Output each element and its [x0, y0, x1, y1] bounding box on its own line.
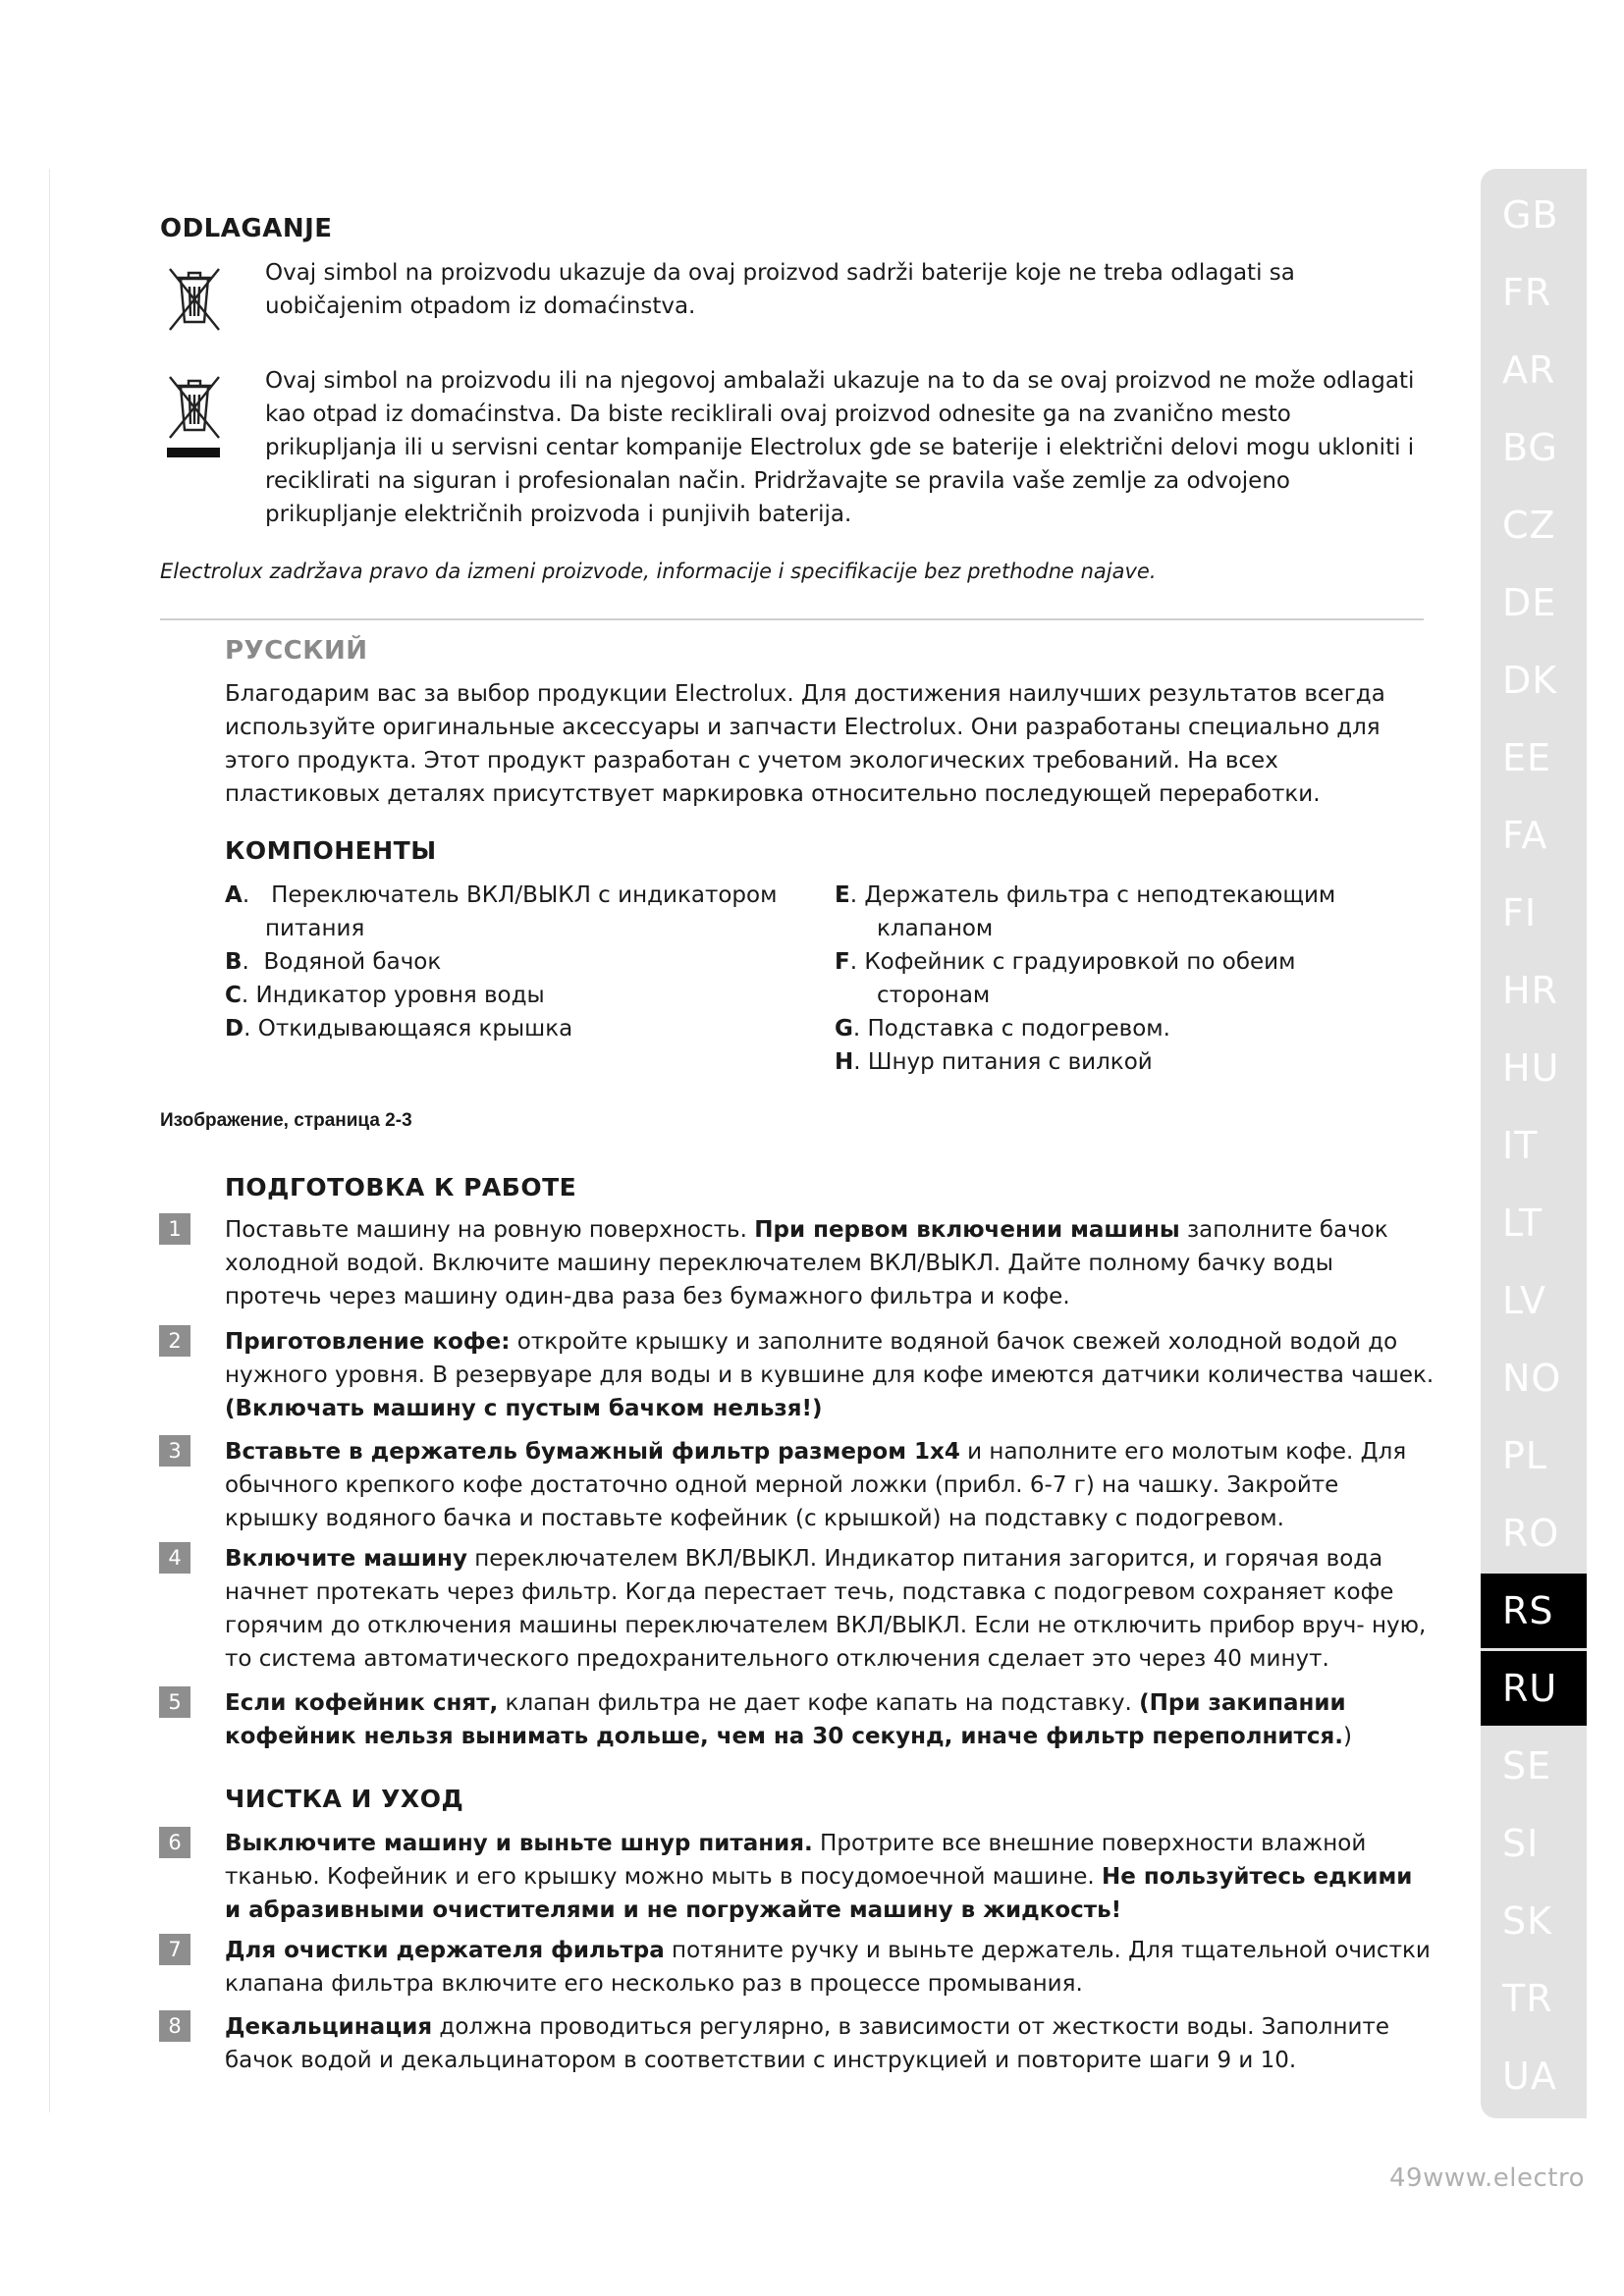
step-8	[225, 2010, 1435, 2077]
language-tab-no[interactable]: NO	[1502, 1357, 1562, 1400]
step-text: и наполните его молотым кофе. Для обычного крепкого кофе достаточно одной мерной ложки (прибл. 6-7 г) на чашку. Закройте крышку водяного бачка и поставьте кофейник (с крышкой) на подставку с подогревом.	[225, 1439, 1407, 1531]
component-text: Кофейник с градуировкой по обеим	[864, 949, 1296, 975]
section-divider	[160, 618, 1424, 620]
step-bold: Приготовление кофе:	[225, 1329, 511, 1355]
component-text: Индикатор уровня воды	[255, 983, 545, 1008]
component-letter: A	[225, 882, 243, 908]
component-letter: H	[835, 1049, 854, 1075]
component-item-g: G. Подставка с подогревом.	[835, 1016, 1170, 1041]
step-bold: Не пользуйтесь едкими и абразивными очистителями и не погружайте машину в жидкость!	[225, 1864, 1413, 1923]
language-tab-pl[interactable]: PL	[1502, 1434, 1548, 1477]
language-tab-fa[interactable]: FA	[1502, 814, 1548, 857]
step-number-badge: 7	[159, 1934, 190, 1965]
step-text: )	[1342, 1724, 1352, 1749]
russian-heading: РУССКИЙ	[225, 636, 368, 666]
component-item-b: B. Водяной бачок	[225, 949, 442, 975]
step-3	[225, 1435, 1435, 1535]
language-tab-gb[interactable]: GB	[1502, 193, 1559, 237]
step-text: переключателем ВКЛ/ВЫКЛ. Индикатор питания загорится, и горячая вода начнет протекать через фильтр. Когда перестает течь, подставка с подогревом сохраняет кофе горячим до отключения машины переключателем ВКЛ/ВЫКЛ. Если не отключить прибор вруч- ную, то система автоматического предохранительного отключения сделает это через 40 минут.	[225, 1546, 1427, 1672]
step-bold: Если кофейник снят,	[225, 1690, 499, 1716]
russian-intro: Благодарим вас за выбор продукции Electrolux. Для достижения наилучших результатов всегда используйте оригинальные аксессуары и запчасти Electrolux. Они разработаны специально для этого продукта. Этот продукт разработан с учетом экологических требований. На всех пластиковых деталях присутствует маркировка относительно последующей переработки.	[225, 681, 1385, 807]
step-text: клапан фильтра не дает кофе капать на подставку.	[498, 1690, 1140, 1716]
step-text: должна проводиться регулярно, в зависимости от жесткости воды. Заполните бачок водой и декальцинатором в соответствии с инструкцией и повторите шаги 9 и 10.	[225, 2014, 1389, 2073]
component-item-a-cont: питания	[265, 916, 365, 941]
component-text: Держатель фильтра с неподтекающим	[864, 882, 1336, 908]
cleaning-heading: ЧИСТКА И УХОД	[225, 1785, 464, 1813]
language-tab-ua[interactable]: UA	[1502, 2055, 1557, 2098]
component-letter: D	[225, 1016, 244, 1041]
step-bold: Включите машину	[225, 1546, 467, 1572]
step-bold: (Включать машину с пустым бачком нельзя!)	[225, 1396, 823, 1421]
language-tab-ee[interactable]: EE	[1502, 736, 1552, 779]
language-tab-si[interactable]: SI	[1502, 1822, 1540, 1865]
left-margin-rule	[49, 169, 50, 2112]
footer-page-url: 49www.electro	[1389, 2163, 1585, 2193]
language-tab-fi[interactable]: FI	[1502, 891, 1538, 934]
language-tab-sk[interactable]: SK	[1502, 1899, 1553, 1943]
language-tab-ar[interactable]: AR	[1502, 348, 1556, 392]
disposal-paragraph-1: Ovaj simbol na proizvodu ukazuje da ovaj proizvod sadrži baterije koje ne treba odlagati sa uobičajenim otpadom iz domaćinstva.	[265, 260, 1295, 319]
language-tab-dk[interactable]: DK	[1502, 659, 1558, 702]
disposal-paragraph-2: Ovaj simbol na proizvodu ili na njegovoj ambalaži ukazuje na to da se ovaj proizvod ne može odlagati kao otpad iz domaćinstva. Da biste reciklirali ovaj proizvod odnesite ga na zvanično mesto prikupljanja ili u servisni centar kompanije Electrolux gde se baterije i električni delovi mogu ukloniti i reciklirati na siguran i profesionalan način. Pridržavajte se pravila vaše zemlje za odvojeno prikupljanje električnih proizvoda i punjivih baterija.	[265, 368, 1415, 527]
language-tab-lt[interactable]: LT	[1502, 1201, 1543, 1245]
step-bold: Выключите машину и выньте шнур питания.	[225, 1831, 813, 1856]
component-item-d: D. Откидывающаяся крышка	[225, 1016, 573, 1041]
step-2	[225, 1325, 1435, 1425]
component-letter: B	[225, 949, 243, 975]
language-tab-bg[interactable]: BG	[1502, 426, 1558, 469]
component-letter: F	[835, 949, 850, 975]
component-text: Шнур питания с вилкой	[867, 1049, 1153, 1075]
step-text: откройте крышку и заполните водяной бачок свежей холодной водой до нужного уровня. В резервуаре для воды и в кувшине для кофе имеются датчики количества чашек.	[225, 1329, 1435, 1388]
figure-reference: Изображение, страница 2-3	[160, 1110, 412, 1131]
language-tab-hu[interactable]: HU	[1502, 1046, 1560, 1090]
component-item-f: F. Кофейник с градуировкой по обеим	[835, 949, 1296, 975]
step-5	[225, 1686, 1435, 1753]
language-tab-it[interactable]: IT	[1502, 1124, 1539, 1167]
disclaimer-note: Electrolux zadržava pravo da izmeni proizvode, informacije i specifikacije bez prethodne najave.	[160, 560, 1157, 583]
step-bold: Для очистки держателя фильтра	[225, 1938, 665, 1963]
language-tab-tr[interactable]: TR	[1502, 1977, 1553, 2020]
step-bold: Вставьте в держатель бумажный фильтр размером 1x4	[225, 1439, 960, 1465]
step-number-badge: 2	[159, 1325, 190, 1357]
disposal-heading: ODLAGANJE	[160, 214, 333, 243]
step-number-badge: 3	[159, 1435, 190, 1467]
component-item-c: C. Индикатор уровня воды	[225, 983, 545, 1008]
component-item-a: A. Переключатель ВКЛ/ВЫКЛ с индикатором	[225, 882, 778, 908]
component-text: Водяной бачок	[263, 949, 442, 975]
language-tab-ro[interactable]: RO	[1502, 1512, 1560, 1555]
language-tab-lv[interactable]: LV	[1502, 1279, 1546, 1322]
step-number-badge: 6	[159, 1827, 190, 1858]
step-bold: При первом включении машины	[754, 1217, 1180, 1243]
language-tab-cz[interactable]: CZ	[1502, 504, 1556, 547]
language-tab-de[interactable]: DE	[1502, 581, 1557, 624]
component-letter: G	[835, 1016, 853, 1041]
step-text: потяните ручку и выньте держатель. Для тщательной очистки клапана фильтра включите его несколько раз в процессе промывания.	[225, 1938, 1431, 1997]
component-text: Подставка с подогревом.	[867, 1016, 1170, 1041]
component-item-h: H. Шнур питания с вилкой	[835, 1049, 1153, 1075]
language-tab-hr[interactable]: HR	[1502, 969, 1558, 1012]
language-tab-ru[interactable]: RU	[1481, 1651, 1587, 1726]
step-number-badge: 5	[159, 1686, 190, 1718]
language-tab-se[interactable]: SE	[1502, 1744, 1552, 1788]
step-text: заполните бачок холодной водой. Включите машину переключателем ВКЛ/ВЫКЛ. Дайте полному бачку воды протечь через машину один-два раза без бумажного фильтра и кофе.	[225, 1217, 1388, 1309]
step-number-badge: 1	[159, 1213, 190, 1245]
component-item-e: E. Держатель фильтра с неподтекающим	[835, 882, 1336, 908]
step-4	[225, 1542, 1435, 1676]
step-number-badge: 8	[159, 2010, 190, 2042]
component-text: Переключатель ВКЛ/ВЫКЛ с индикатором	[271, 882, 778, 908]
components-heading: КОМПОНЕНТЫ	[225, 836, 437, 865]
step-6	[225, 1827, 1435, 1927]
component-letter: E	[835, 882, 850, 908]
component-item-f-cont: сторонам	[877, 983, 991, 1008]
step-bold: Декальцинация	[225, 2014, 433, 2040]
component-text: Откидывающаяся крышка	[257, 1016, 573, 1041]
step-1	[225, 1213, 1435, 1313]
language-tab-rs[interactable]: RS	[1481, 1574, 1587, 1648]
component-letter: C	[225, 983, 242, 1008]
step-bold: (При закипании кофейник нельзя вынимать дольше, чем на 30 секунд, иначе фильтр переполнится.	[225, 1690, 1346, 1749]
step-number-badge: 4	[159, 1542, 190, 1574]
crossed-bin-icon	[165, 257, 222, 332]
step-text: Поставьте машину на ровную поверхность.	[225, 1217, 755, 1243]
component-item-e-cont: клапаном	[877, 916, 994, 941]
step-text: Протрите все внешние поверхности влажной тканью. Кофейник и его крышку можно мыть в посудомоечной машине.	[225, 1831, 1367, 1890]
crossed-bin-weee-icon	[165, 365, 222, 459]
step-7	[225, 1934, 1435, 2001]
language-tab-fr[interactable]: FR	[1502, 271, 1552, 314]
preparation-heading: ПОДГОТОВКА К РАБОТЕ	[225, 1173, 577, 1201]
